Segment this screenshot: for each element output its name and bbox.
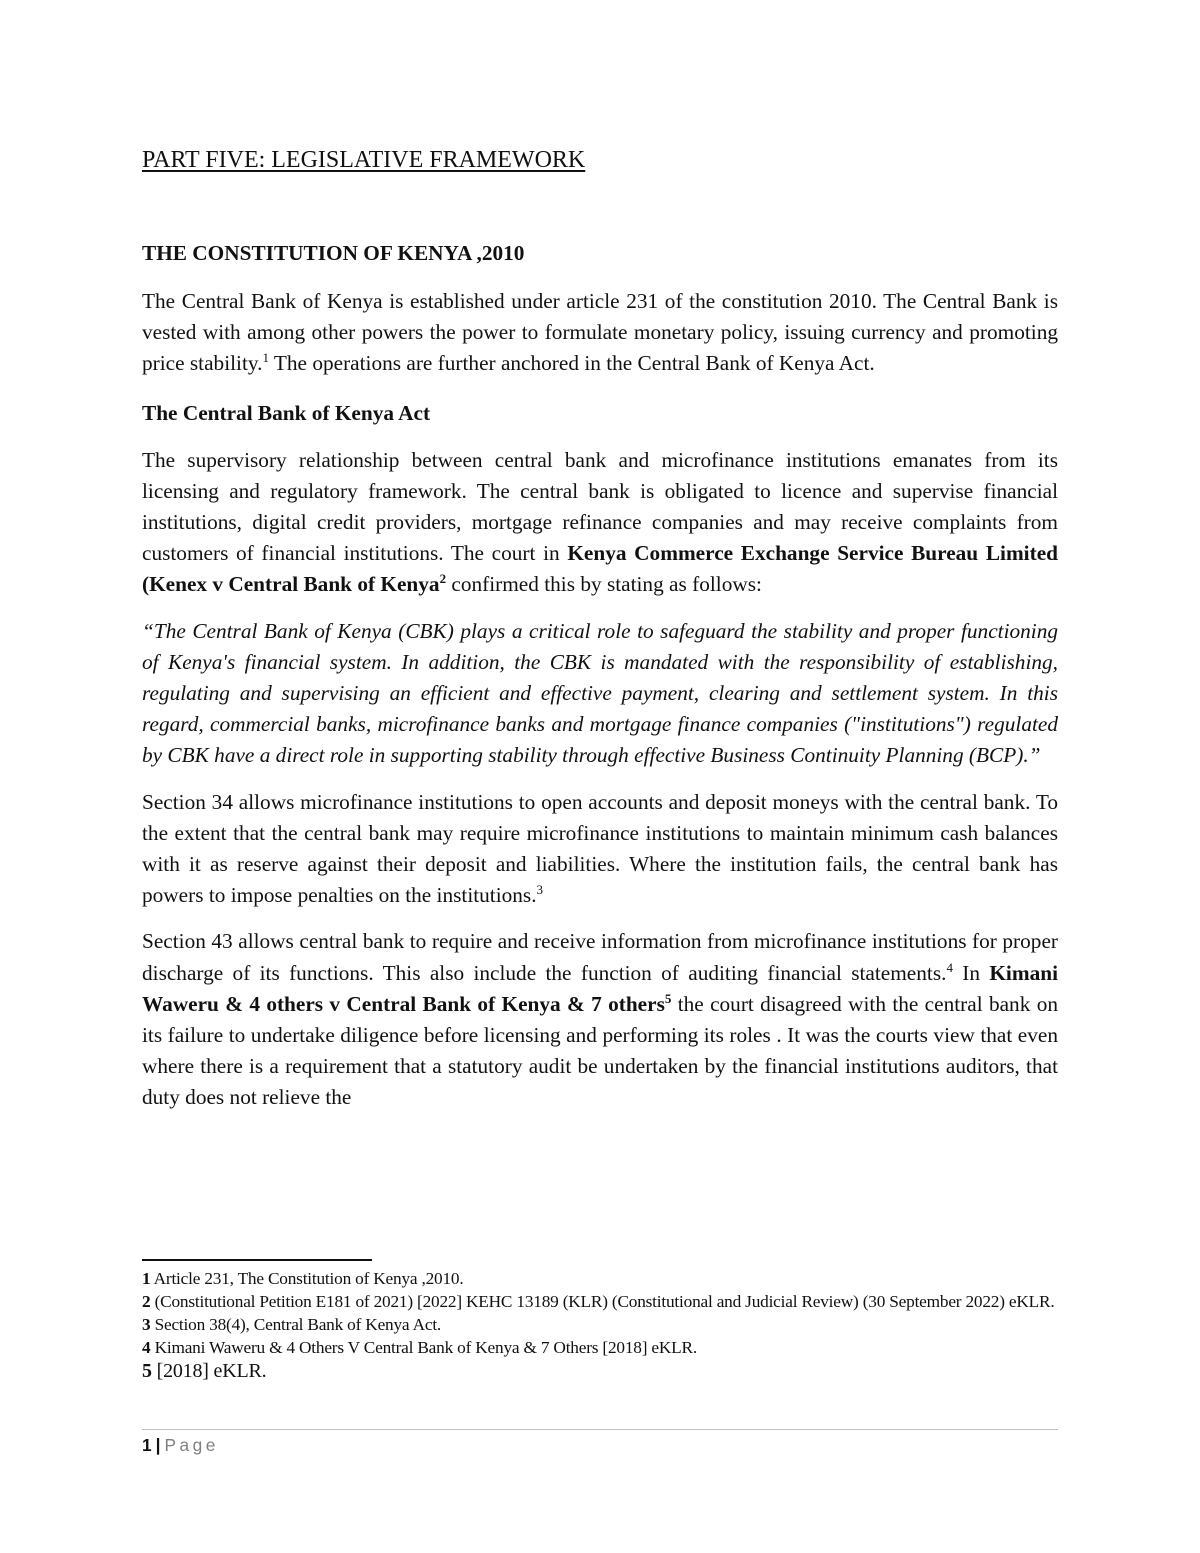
footnote-4 [142, 1336, 1058, 1359]
case-name-kenex: Kenya Commerce Exchange Service Bureau Limited (Kenex v Central Bank of Kenya [142, 541, 1058, 597]
paragraph-text: The operations are further anchored in the Central Bank of Kenya Act. [268, 351, 875, 376]
page-label: Page [164, 1435, 219, 1455]
paragraph-constitution [142, 286, 1058, 380]
page-number: 1 [142, 1435, 152, 1455]
footnote-ref-2-label: 2 [439, 571, 447, 587]
footnote-5 [142, 1359, 1058, 1383]
part-title: PART FIVE: LEGISLATIVE FRAMEWORK [142, 147, 586, 173]
document-body [142, 140, 1058, 1114]
paragraph-supervisory-relationship [142, 445, 1058, 601]
paragraph-section-43 [142, 926, 1058, 1113]
paragraph-text: The supervisory relationship between central bank and microfinance institutions emanates from its licensing and regulatory framework. The central bank is obligated to licence and supervise financial institutions, digital credit providers, mortgage refinance companies and may receive complaints from customers of financial institutions. The court in [142, 447, 1058, 566]
section-heading-constitution: THE CONSTITUTION OF KENYA ,2010 [142, 241, 525, 265]
footnote-ref-5-label: 5 [664, 990, 672, 1006]
footnote-number: 4 [142, 1338, 151, 1357]
footnote-number: 5 [142, 1360, 152, 1382]
footnote-number: 2 [142, 1292, 151, 1311]
paragraph-text: confirmed this by stating as follows: [446, 572, 762, 597]
footnote-3 [142, 1313, 1058, 1336]
footnote-text: Section 38(4), Central Bank of Kenya Act. [150, 1315, 442, 1334]
footnote-text: Kimani Waweru & 4 Others V Central Bank of Kenya & 7 Others [2018] eKLR. [150, 1338, 697, 1357]
paragraph-section-34 [142, 787, 1058, 912]
footnote-1 [142, 1267, 1058, 1290]
paragraph-text: Section 34 allows microfinance institutions to open accounts and deposit moneys with the central bank. To the extent that the central bank may require microfinance institutions to maintain minimum cash balances with it as reserve against their deposit and liabilities. Where the institution fails, the central bank has powers to impose penalties on the institutions. [142, 789, 1058, 908]
paragraph-text: The Central Bank of Kenya is established under article 231 of the constitution 2010. The Central Bank is vested with among other powers the power to formulate monetary policy, issuing currency and promoting price stability. [142, 289, 1058, 376]
case-name-kimani-waweru: Kimani Waweru & 4 others v Central Bank of Kenya & 7 others [142, 960, 1058, 1016]
page-separator: | [155, 1435, 161, 1455]
footnotes [142, 1267, 1058, 1383]
page-footer [142, 1433, 219, 1457]
paragraph-text: In [952, 960, 990, 985]
footnote-text: (Constitutional Petition E181 of 2021) [2022] KEHC 13189 (KLR) (Constitutional and Judicial Review) (30 September 2022) eKLR. [150, 1292, 1055, 1311]
footnote-text: Article 231, The Constitution of Kenya ,2010. [150, 1269, 464, 1288]
footer-separator [142, 1429, 1058, 1430]
paragraph-text: the court disagreed with the central bank on its failure to undertake diligence before licensing and performing its roles . It was the courts view that even where there is a requirement that a statutory audit be undertaken by the financial institutions auditors, that duty does not relieve the [142, 991, 1058, 1110]
footnote-ref-3[interactable]: 3 [536, 882, 544, 898]
paragraph-text: Section 43 allows central bank to require and receive information from microfinance institutions for proper discharge of its functions. This also include the function of auditing financial statements. [142, 929, 1058, 985]
quote-block: “The Central Bank of Kenya (CBK) plays a critical role to safeguard the stability and proper functioning of Kenya's financial system. In addition, the CBK is mandated with the responsibility of establishing, regulating and supervising an efficient and effective payment, clearing and settlement system. In this regard, commercial banks, microfinance banks and mortgage finance companies ("institutions") regulated by CBK have a direct role in supporting stability through effective Business Continuity Planning (BCP).” [142, 618, 1058, 768]
footnote-text: [2018] eKLR. [151, 1360, 267, 1382]
footnote-ref-4[interactable]: 4 [946, 959, 953, 975]
footnote-ref-1[interactable]: 1 [262, 350, 269, 366]
footnote-number: 3 [142, 1315, 151, 1334]
footnote-separator [142, 1259, 372, 1261]
footnote-number: 1 [142, 1269, 151, 1288]
section-heading-cbk-act: The Central Bank of Kenya Act [142, 400, 431, 425]
footnote-2 [142, 1290, 1058, 1313]
